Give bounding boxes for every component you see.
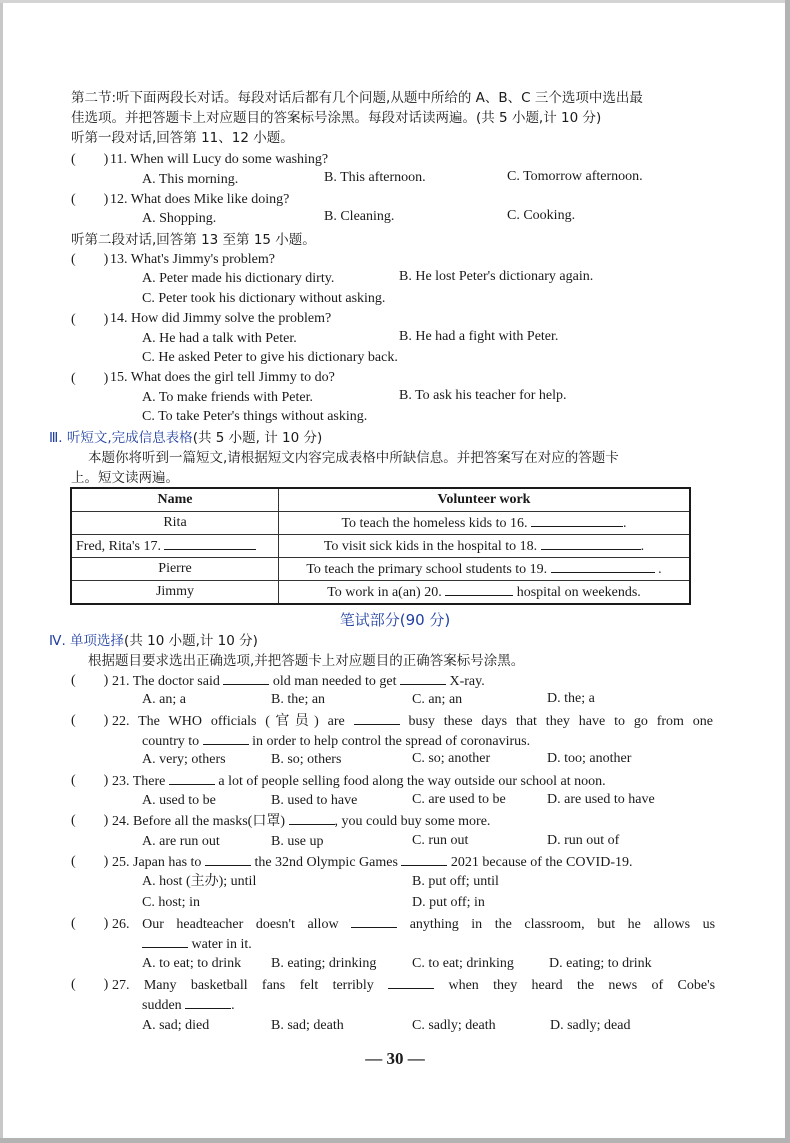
- option-c: C. to eat; drinking: [412, 956, 514, 971]
- option-a: A. used to be: [142, 793, 216, 808]
- option-c: C. To take Peter's things without asking.: [142, 409, 368, 424]
- fill-blank[interactable]: [185, 996, 231, 1009]
- dialog1-intro: 听第一段对话,回答第 11、12 小题。: [71, 130, 294, 146]
- fill-blank[interactable]: [400, 672, 446, 685]
- page-border-bottom: [0, 1138, 790, 1143]
- answer-blank[interactable]: ( ): [71, 977, 109, 992]
- fill-blank[interactable]: [205, 853, 251, 866]
- page-border-top: [0, 0, 790, 3]
- option-d: D. put off; in: [412, 895, 485, 910]
- cell-name: Rita: [71, 512, 279, 535]
- question-text: What does the girl tell Jimmy to do?: [130, 370, 335, 385]
- dialog2-intro: 听第二段对话,回答第 13 至第 15 小题。: [71, 232, 316, 248]
- table-row: [71, 581, 690, 605]
- option-b: B. He lost Peter's dictionary again.: [399, 269, 594, 284]
- option-a: A. Shopping.: [142, 211, 217, 226]
- fill-blank[interactable]: [354, 712, 400, 725]
- option-a: A. To make friends with Peter.: [142, 390, 314, 405]
- work-suffix: .: [623, 516, 627, 531]
- question-number: 13: [110, 252, 124, 267]
- option-a: A. sad; died: [142, 1018, 210, 1033]
- info-table: [70, 487, 691, 605]
- work-suffix: hospital on weekends.: [516, 585, 641, 600]
- cell-name: Pierre: [71, 558, 279, 581]
- page-border-left: [0, 0, 3, 1143]
- option-c: C. Cooking.: [507, 208, 576, 223]
- option-b: B. sad; death: [271, 1018, 344, 1033]
- fill-blank[interactable]: [289, 812, 335, 825]
- answer-blank[interactable]: ( ): [71, 916, 109, 931]
- option-b: B. the; an: [271, 692, 326, 707]
- answer-blank[interactable]: ( ): [71, 673, 109, 688]
- question-text: the 32nd Olympic Games: [254, 855, 398, 870]
- option-b: B. so; others: [271, 752, 342, 767]
- section4-instruction: 根据题目要求选出正确选项,并把答题卡上对应题目的正确答案标号涂黑。: [88, 653, 525, 669]
- work-text: To work in a(an) 20.: [327, 585, 442, 600]
- option-c: C. He asked Peter to give his dictionary back.: [142, 350, 398, 365]
- question-number: 21: [112, 674, 126, 689]
- work-suffix: .: [640, 539, 645, 554]
- question-text: anything in the classroom, but he allows us: [409, 917, 716, 932]
- question-number: 14: [110, 311, 124, 326]
- section4-heading: [49, 632, 258, 650]
- fill-blank[interactable]: [223, 672, 269, 685]
- option-b: B. He had a fight with Peter.: [399, 329, 559, 344]
- question-number: 26: [112, 917, 126, 932]
- question-text: There: [132, 774, 166, 789]
- option-a: A. very; others: [142, 752, 226, 767]
- option-a: A. This morning.: [142, 172, 239, 187]
- answer-blank[interactable]: ( ): [71, 192, 109, 207]
- option-b: B. Cleaning.: [324, 209, 395, 224]
- cell-work: [279, 535, 691, 558]
- table-row: [71, 558, 690, 581]
- question-number: 25: [112, 855, 126, 870]
- answer-blank[interactable]: ( ): [71, 371, 109, 386]
- option-b: B. used to have: [271, 793, 358, 808]
- section3-instruction-line2: 上。短文读两遍。: [71, 470, 179, 486]
- table-header-row: [71, 488, 690, 512]
- page-border-right: [785, 0, 790, 1143]
- question-number: 12: [110, 192, 124, 207]
- option-a: A. are run out: [142, 834, 220, 849]
- fill-blank[interactable]: [401, 853, 447, 866]
- answer-blank[interactable]: ( ): [71, 312, 109, 327]
- question-text: The doctor said: [132, 674, 220, 689]
- question-number: 27: [112, 978, 126, 993]
- cell-name: [71, 535, 279, 558]
- section2-heading-line1: 第二节:听下面两段长对话。每段对话后都有几个问题,从题中所给的 A、B、C 三个选项中选出最: [71, 90, 643, 106]
- header-volunteer-work: Volunteer work: [279, 488, 691, 512]
- option-c: C. an; an: [412, 692, 463, 707]
- name-text: Fred, Rita's 17.: [76, 539, 161, 554]
- answer-blank[interactable]: ( ): [71, 854, 109, 869]
- work-text: To visit sick kids in the hospital to 18.: [323, 539, 538, 554]
- option-b: B. eating; drinking: [271, 956, 377, 971]
- section2-heading-line2: 佳选项。并把答题卡上对应题目的答案标号涂黑。每段对话读两遍。(共 5 小题,计 10 分): [71, 110, 602, 126]
- section3-points: (共 5 小题, 计 10 分): [192, 430, 323, 446]
- cell-work: [279, 581, 691, 605]
- question-text: What's Jimmy's problem?: [130, 252, 275, 267]
- question-number: 15: [110, 370, 124, 385]
- question-text: a lot of people selling food along the way outside our school at noon.: [218, 774, 606, 789]
- fill-blank[interactable]: [203, 732, 249, 745]
- question-text: What does Mike like doing?: [130, 192, 290, 207]
- option-d: D. sadly; dead: [550, 1018, 631, 1033]
- question-text: .: [231, 998, 235, 1013]
- question-text: , you could buy some more.: [334, 814, 491, 829]
- section4-points: (共 10 小题,计 10 分): [124, 633, 258, 649]
- table-row: [71, 512, 690, 535]
- work-suffix: .: [654, 562, 662, 577]
- option-c: C. Tomorrow afternoon.: [507, 169, 643, 184]
- written-part-title: 笔试部分(90 分): [339, 611, 451, 629]
- question-text: in order to help control the spread of coronavirus.: [252, 734, 531, 749]
- answer-blank[interactable]: ( ): [71, 813, 109, 828]
- option-c: C. Peter took his dictionary without asking.: [142, 291, 386, 306]
- answer-blank-18[interactable]: [541, 537, 641, 550]
- cell-work: [279, 512, 691, 535]
- option-c: C. run out: [412, 833, 469, 848]
- option-a: A. He had a talk with Peter.: [142, 331, 297, 346]
- cell-work: [279, 558, 691, 581]
- header-name: Name: [71, 488, 279, 512]
- answer-blank-17[interactable]: [164, 537, 256, 550]
- option-a: A. Peter made his dictionary dirty.: [142, 271, 335, 286]
- section4-title: Ⅳ. 单项选择: [49, 633, 125, 649]
- section3-title: Ⅲ. 听短文,完成信息表格: [49, 430, 193, 446]
- work-text: To teach the primary school students to 19.: [306, 562, 548, 577]
- option-b: B. use up: [271, 834, 324, 849]
- question-text: Our headteacher doesn't allow: [142, 917, 339, 932]
- question-number: 11: [110, 152, 124, 167]
- option-a: A. to eat; to drink: [142, 956, 242, 971]
- option-d: D. the; a: [547, 691, 595, 706]
- question-text: When will Lucy do some washing?: [130, 152, 329, 167]
- option-c: C. host; in: [142, 895, 200, 910]
- question-text: Before all the masks(口罩): [133, 814, 286, 829]
- question-text: Many basketball fans felt terribly: [143, 978, 374, 993]
- answer-blank[interactable]: ( ): [71, 252, 109, 267]
- question-text: 2021 because of the COVID-19.: [450, 855, 633, 870]
- question-text: country to: [142, 734, 200, 749]
- option-d: D. too; another: [547, 751, 632, 766]
- option-a: A. host (主办); until: [142, 874, 257, 889]
- question-number: 23: [112, 774, 126, 789]
- section3-heading: [49, 429, 322, 447]
- question-text: busy these days that they have to go from one: [408, 714, 714, 729]
- question-text: when they heard the news of Cobe's: [448, 978, 716, 993]
- option-c: C. sadly; death: [412, 1018, 496, 1033]
- option-d: D. are used to have: [547, 792, 655, 807]
- question-text: sudden: [142, 998, 182, 1013]
- fill-blank[interactable]: [388, 976, 434, 989]
- question-text: water in it.: [191, 937, 252, 952]
- page-number: — 30 —: [365, 1049, 425, 1068]
- option-d: D. run out of: [547, 833, 620, 848]
- option-b: B. This afternoon.: [324, 170, 426, 185]
- option-c: C. are used to be: [412, 792, 506, 807]
- answer-blank-20[interactable]: [445, 583, 513, 596]
- question-number: 22: [112, 714, 126, 729]
- answer-blank[interactable]: ( ): [71, 773, 109, 788]
- work-text: To teach the homeless kids to 16.: [341, 516, 528, 531]
- question-text: How did Jimmy solve the problem?: [131, 311, 332, 326]
- question-text: Japan has to: [133, 855, 202, 870]
- question-text: The WHO officials (官员) are: [138, 714, 345, 729]
- option-d: D. eating; to drink: [549, 956, 652, 971]
- section3-instruction-line1: 本题你将听到一篇短文,请根据短文内容完成表格中所缺信息。并把答案写在对应的答题卡: [88, 450, 619, 466]
- option-b: B. To ask his teacher for help.: [399, 388, 567, 403]
- cell-name: Jimmy: [71, 581, 279, 605]
- answer-blank-19[interactable]: [551, 560, 655, 573]
- question-text: X-ray.: [449, 674, 485, 689]
- option-a: A. an; a: [142, 692, 186, 707]
- answer-blank[interactable]: ( ): [71, 152, 109, 167]
- answer-blank-16[interactable]: [531, 514, 623, 527]
- option-c: C. so; another: [412, 751, 491, 766]
- question-text: old man needed to get: [272, 674, 397, 689]
- question-number: 24: [112, 814, 126, 829]
- fill-blank[interactable]: [169, 772, 215, 785]
- fill-blank[interactable]: [351, 915, 397, 928]
- option-b: B. put off; until: [412, 874, 499, 889]
- table-row: [71, 535, 690, 558]
- fill-blank[interactable]: [142, 935, 188, 948]
- answer-blank[interactable]: ( ): [71, 713, 109, 728]
